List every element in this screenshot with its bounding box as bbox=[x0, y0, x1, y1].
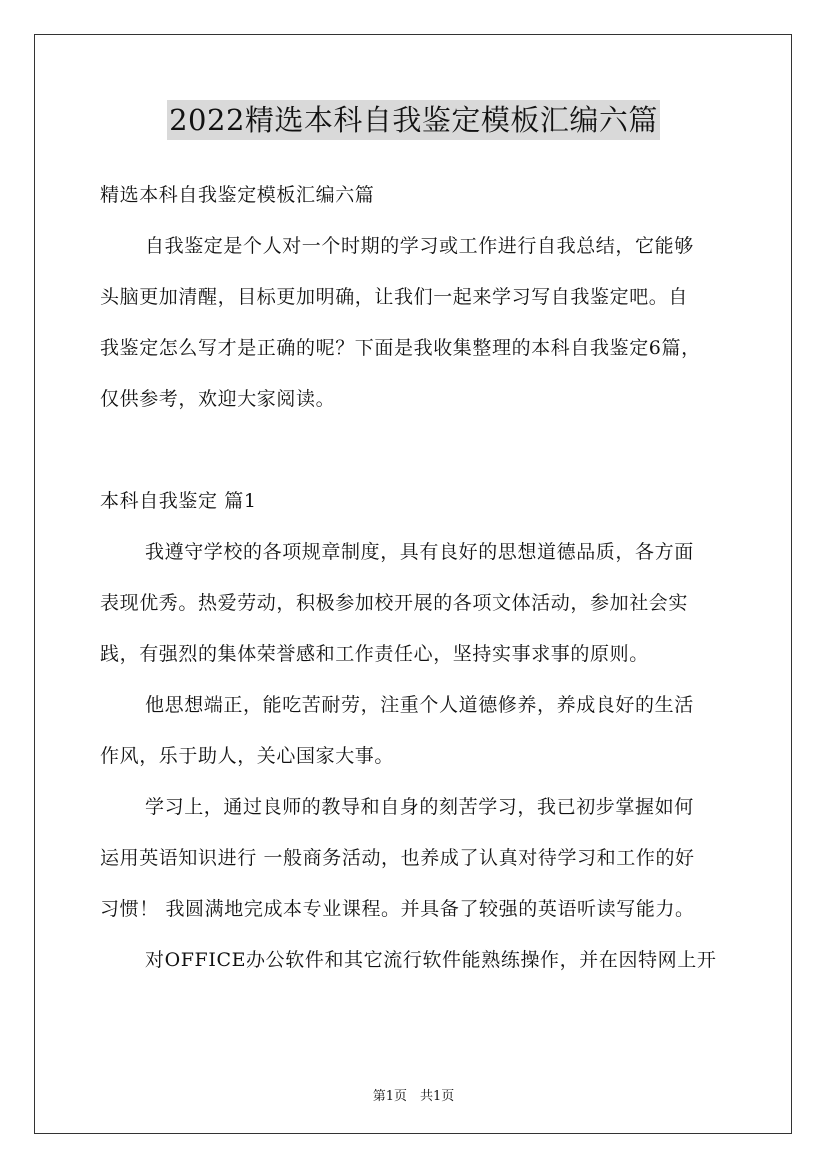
paragraph-line: 对OFFICE办公软件和其它流行软件能熟练操作，并在因特网上开 bbox=[145, 949, 717, 971]
paragraph-line: 习惯！ 我圆满地完成本专业课程。并具备了较强的英语听读写能力。 bbox=[100, 898, 695, 920]
title-container bbox=[0, 100, 827, 140]
blank-line bbox=[100, 425, 740, 476]
subtitle: 精选本科自我鉴定模板汇编六篇 bbox=[100, 184, 375, 206]
paragraph-line: 我遵守学校的各项规章制度，具有良好的思想道德品质，各方面 bbox=[145, 541, 694, 563]
intro-line: 自我鉴定是个人对一个时期的学习或工作进行自我总结，它能够 bbox=[145, 235, 694, 257]
paragraph-line: 运用英语知识进行 一般商务活动，也养成了认真对待学习和工作的好 bbox=[100, 847, 695, 869]
paragraph-line: 他思想端正，能吃苦耐劳，注重个人道德修养，养成良好的生活 bbox=[145, 694, 694, 716]
paragraph-line: 践，有强烈的集体荣誉感和工作责任心，坚持实事求事的原则。 bbox=[100, 643, 649, 665]
intro-line: 头脑更加清醒，目标更加明确，让我们一起来学习写自我鉴定吧。自 bbox=[100, 286, 689, 308]
page-footer: 第1页 共1页 bbox=[372, 1089, 455, 1104]
paragraph-line: 作风，乐于助人，关心国家大事。 bbox=[100, 745, 395, 767]
intro-line: 我鉴定怎么写才是正确的呢？下面是我收集整理的本科自我鉴定6篇， bbox=[100, 337, 701, 359]
intro-line: 仅供参考，欢迎大家阅读。 bbox=[100, 388, 336, 410]
paragraph-line: 学习上，通过良师的教导和自身的刻苦学习，我已初步掌握如何 bbox=[145, 796, 694, 818]
paragraph-line: 表现优秀。热爱劳动，积极参加校开展的各项文体活动，参加社会实 bbox=[100, 592, 689, 614]
document-body bbox=[100, 170, 740, 986]
document-title: 2022精选本科自我鉴定模板汇编六篇 bbox=[167, 100, 660, 140]
section-heading: 本科自我鉴定 篇1 bbox=[100, 490, 257, 512]
